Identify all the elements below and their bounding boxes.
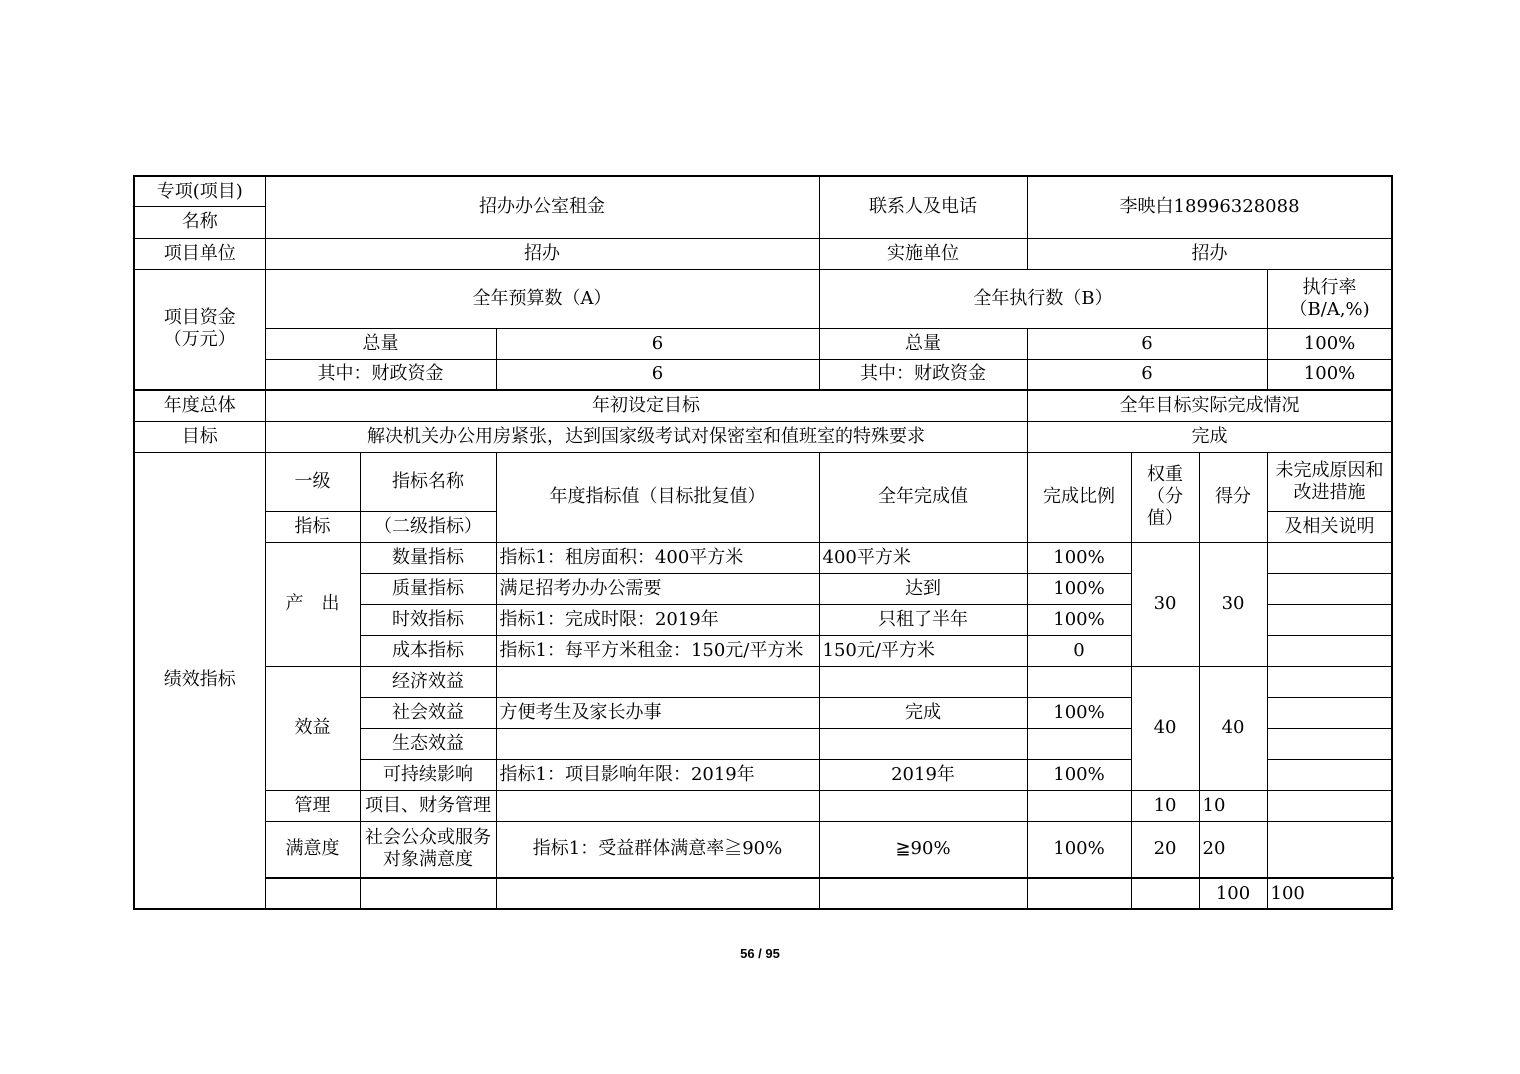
indicator-name: 可持续影响 (360, 759, 496, 790)
budget-header: 全年预算数（A） (265, 269, 819, 328)
unit-value: 招办 (265, 238, 819, 269)
reason-cell (1267, 728, 1392, 759)
ratio-header: 完成比例 (1027, 452, 1131, 542)
indicator-actual (819, 790, 1027, 821)
name-header-top: 指标名称 (360, 452, 496, 511)
indicator-actual (819, 728, 1027, 759)
reason-cell (1267, 666, 1392, 697)
total-budget-label: 总量 (265, 328, 496, 359)
impl-value: 招办 (1027, 238, 1392, 269)
level1-header-top: 一级 (265, 452, 360, 511)
indicators-section-label: 绩效指标 (134, 452, 265, 909)
reason-cell (1267, 759, 1392, 790)
satisfaction-level1: 满意度 (265, 821, 360, 878)
initial-goal-value: 解决机关办公用房紧张，达到国家级考试对保密室和值班室的特殊要求 (265, 421, 1027, 452)
reason-cell (1267, 604, 1392, 635)
management-level1: 管理 (265, 790, 360, 821)
indicator-ratio: 100% (1027, 604, 1131, 635)
reason-cell (1267, 697, 1392, 728)
indicator-ratio (1027, 790, 1131, 821)
rate-header: 执行率 （B/A,%) (1267, 269, 1392, 328)
output-score: 30 (1199, 542, 1267, 666)
unit-label: 项目单位 (134, 238, 265, 269)
fiscal-budget-value: 6 (496, 359, 819, 390)
fiscal-exec-label: 其中：财政资金 (819, 359, 1027, 390)
indicator-target (496, 666, 819, 697)
indicator-target: 满足招考办办公需要 (496, 573, 819, 604)
indicator-actual: 达到 (819, 573, 1027, 604)
contact-value: 李映白18996328088 (1027, 176, 1392, 238)
reason-cell (1267, 790, 1392, 821)
indicator-actual: 150元/平方米 (819, 635, 1027, 666)
indicator-actual: 只租了半年 (819, 604, 1027, 635)
score-header: 得分 (1199, 452, 1267, 542)
fiscal-budget-label: 其中：财政资金 (265, 359, 496, 390)
satisfaction-weight: 20 (1131, 821, 1199, 878)
indicator-target: 指标1：项目影响年限：2019年 (496, 759, 819, 790)
reason-cell (1267, 542, 1392, 573)
benefit-score: 40 (1199, 666, 1267, 790)
project-name-value: 招办办公室租金 (265, 176, 819, 238)
total-exec-value: 6 (1027, 328, 1267, 359)
total-budget-value: 6 (496, 328, 819, 359)
indicator-ratio: 100% (1027, 821, 1131, 878)
indicator-ratio: 100% (1027, 542, 1131, 573)
fiscal-rate-value: 100% (1267, 359, 1392, 390)
actual-goal-header: 全年目标实际完成情况 (1027, 390, 1392, 421)
output-weight: 30 (1131, 542, 1199, 666)
management-weight: 10 (1131, 790, 1199, 821)
indicator-target (496, 728, 819, 759)
total-row-blank (1131, 878, 1199, 909)
total-row-blank (360, 878, 496, 909)
total-row-blank (265, 878, 360, 909)
indicator-name: 经济效益 (360, 666, 496, 697)
actual-goal-value: 完成 (1027, 421, 1392, 452)
indicator-target: 指标1：租房面积：400平方米 (496, 542, 819, 573)
indicator-actual (819, 666, 1027, 697)
benefit-level1: 效益 (265, 666, 360, 790)
indicator-ratio: 100% (1027, 759, 1131, 790)
reason-cell (1267, 635, 1392, 666)
total-row-blank (1027, 878, 1131, 909)
indicator-name: 成本指标 (360, 635, 496, 666)
total-row-blank (496, 878, 819, 909)
name-header-bottom: （二级指标） (360, 511, 496, 542)
indicator-name: 数量指标 (360, 542, 496, 573)
page-number: 56 / 95 (740, 946, 780, 961)
fiscal-exec-value: 6 (1027, 359, 1267, 390)
indicator-target (496, 790, 819, 821)
indicator-target: 指标1：受益群体满意率≧90% (496, 821, 819, 878)
indicator-target: 指标1：完成时限：2019年 (496, 604, 819, 635)
goals-label-top: 年度总体 (134, 390, 265, 421)
indicator-actual: ≧90% (819, 821, 1027, 878)
reason-header-top: 未完成原因和 改进措施 (1267, 452, 1392, 511)
exec-header: 全年执行数（B） (819, 269, 1267, 328)
satisfaction-score: 20 (1199, 821, 1267, 878)
indicator-name: 社会公众或服务 对象满意度 (360, 821, 496, 878)
weight-header: 权重 （分 值） (1131, 452, 1199, 542)
indicator-name: 生态效益 (360, 728, 496, 759)
indicator-ratio (1027, 666, 1131, 697)
management-score: 10 (1199, 790, 1267, 821)
indicator-ratio: 0 (1027, 635, 1131, 666)
target-header: 年度指标值（目标批复值） (496, 452, 819, 542)
indicator-target: 指标1：每平方米租金：150元/平方米 (496, 635, 819, 666)
initial-goal-header: 年初设定目标 (265, 390, 1027, 421)
output-level1: 产 出 (265, 542, 360, 666)
indicator-name: 时效指标 (360, 604, 496, 635)
indicator-name: 质量指标 (360, 573, 496, 604)
contact-label: 联系人及电话 (819, 176, 1027, 238)
funds-label: 项目资金 （万元） (134, 269, 265, 390)
reason-cell (1267, 821, 1392, 878)
total-row-blank (819, 878, 1027, 909)
indicator-target: 方便考生及家长办事 (496, 697, 819, 728)
goals-label-bottom: 目标 (134, 421, 265, 452)
indicator-ratio: 100% (1027, 573, 1131, 604)
indicator-name: 社会效益 (360, 697, 496, 728)
project-name-label: 专项(项目) 名称 (134, 176, 265, 238)
total-rate-value: 100% (1267, 328, 1392, 359)
indicator-actual: 400平方米 (819, 542, 1027, 573)
total-weight: 100 (1199, 878, 1267, 909)
indicator-actual: 完成 (819, 697, 1027, 728)
reason-header-bottom: 及相关说明 (1267, 511, 1392, 542)
impl-label: 实施单位 (819, 238, 1027, 269)
total-score: 100 (1267, 878, 1392, 909)
indicator-actual: 2019年 (819, 759, 1027, 790)
performance-table (133, 175, 1393, 910)
indicator-name: 项目、财务管理 (360, 790, 496, 821)
benefit-weight: 40 (1131, 666, 1199, 790)
level1-header-bottom: 指标 (265, 511, 360, 542)
total-exec-label: 总量 (819, 328, 1027, 359)
reason-cell (1267, 573, 1392, 604)
actual-header: 全年完成值 (819, 452, 1027, 542)
indicator-ratio (1027, 728, 1131, 759)
indicator-ratio: 100% (1027, 697, 1131, 728)
